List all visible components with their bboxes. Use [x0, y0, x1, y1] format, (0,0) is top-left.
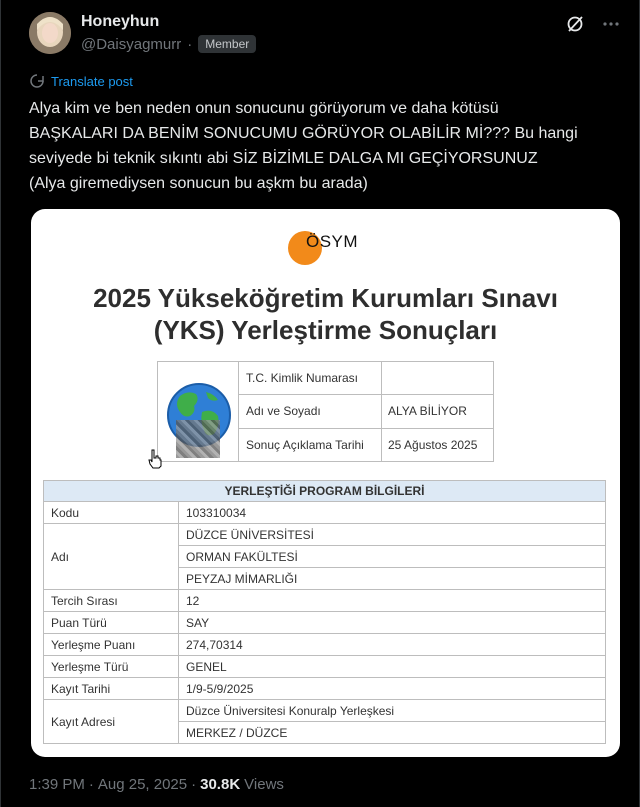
- post-time[interactable]: 1:39 PM: [29, 776, 85, 793]
- more-icon[interactable]: [601, 14, 621, 34]
- row-label: Tercih Sırası: [44, 590, 179, 612]
- row-value: MERKEZ / DÜZCE: [179, 722, 606, 744]
- views-label: Views: [244, 776, 284, 793]
- table-row: [44, 678, 606, 700]
- post-image[interactable]: [31, 209, 620, 757]
- header-actions: [565, 14, 621, 34]
- program-header: YERLEŞTİĞİ PROGRAM BİLGİLERİ: [44, 481, 606, 502]
- row-value: DÜZCE ÜNİVERSİTESİ: [179, 524, 606, 546]
- handle-separator: ·: [187, 35, 193, 53]
- row-value: GENEL: [179, 656, 606, 678]
- row-label: Kodu: [44, 502, 179, 524]
- member-badge[interactable]: Member: [198, 35, 256, 53]
- hand-cursor-icon: [147, 449, 163, 469]
- row-value: ORMAN FAKÜLTESİ: [179, 546, 606, 568]
- row-label: Yerleşme Türü: [44, 656, 179, 678]
- row-value: PEYZAJ MİMARLIĞI: [179, 568, 606, 590]
- row-value: Düzce Üniversitesi Konuralp Yerleşkesi: [179, 700, 606, 722]
- translate-icon: [29, 73, 45, 89]
- translate-label: Translate post: [51, 73, 133, 89]
- info-value: 25 Ağustos 2025: [382, 428, 494, 461]
- translate-post-link[interactable]: [29, 73, 133, 89]
- author-handle[interactable]: @Daisyagmurr: [81, 35, 182, 53]
- document-title-line1: 2025 Yükseköğretim Kurumları Sınavı: [93, 283, 558, 313]
- program-info-table: [43, 480, 606, 744]
- row-label: Kayıt Tarihi: [44, 678, 179, 700]
- row-label: Adı: [44, 524, 179, 590]
- author-handle-row: [81, 35, 256, 53]
- info-label: Sonuç Açıklama Tarihi: [239, 428, 382, 461]
- table-row: [44, 502, 606, 524]
- osym-logo-text: ÖSYM: [306, 232, 359, 251]
- views-count: 30.8K: [200, 776, 241, 793]
- table-row: [44, 634, 606, 656]
- row-value: 103310034: [179, 502, 606, 524]
- info-value: [382, 362, 494, 395]
- row-label: Kayıt Adresi: [44, 700, 179, 744]
- row-value: 274,70314: [179, 634, 606, 656]
- row-value: 12: [179, 590, 606, 612]
- candidate-info-table: [157, 361, 494, 462]
- table-row: [44, 656, 606, 678]
- footer-separator-2: ·: [191, 776, 197, 793]
- osym-logo: [288, 229, 378, 269]
- table-row: [44, 524, 606, 546]
- post-text: Alya kim ve ben neden onun sonucunu görüyorum ve daha kötüsü BAŞKALARI DA BENİM SONUCUMU GÖRÜYOR OLABİLİR Mİ??? Bu hangi seviyede bi teknik sıkıntı abi SİZ BİZİMLE DALGA MI GEÇİYORSUNUZ (Alya giremediysen sonucun bu aşkm bu arada): [29, 100, 578, 192]
- row-value: SAY: [179, 612, 606, 634]
- footer-separator: ·: [88, 776, 94, 793]
- table-row: [44, 700, 606, 722]
- post-date[interactable]: Aug 25, 2025: [97, 776, 188, 793]
- pixelated-face: [176, 420, 220, 458]
- grok-slash-icon[interactable]: [565, 14, 585, 34]
- table-row: [44, 612, 606, 634]
- document-title-line2: (YKS) Yerleştirme Sonuçları: [153, 315, 498, 345]
- post-footer: [29, 776, 284, 793]
- info-value: ALYA BİLİYOR: [382, 395, 494, 428]
- avatar[interactable]: [29, 12, 71, 54]
- row-value: 1/9-5/9/2025: [179, 678, 606, 700]
- info-label: T.C. Kimlik Numarası: [239, 362, 382, 395]
- table-row: [44, 590, 606, 612]
- post-header: [29, 12, 625, 58]
- photo-cell: [158, 362, 239, 462]
- info-label: Adı ve Soyadı: [239, 395, 382, 428]
- row-label: Yerleşme Puanı: [44, 634, 179, 656]
- row-label: Puan Türü: [44, 612, 179, 634]
- avatar-image-icon: [29, 12, 71, 54]
- author-name[interactable]: Honeyhun: [81, 13, 160, 30]
